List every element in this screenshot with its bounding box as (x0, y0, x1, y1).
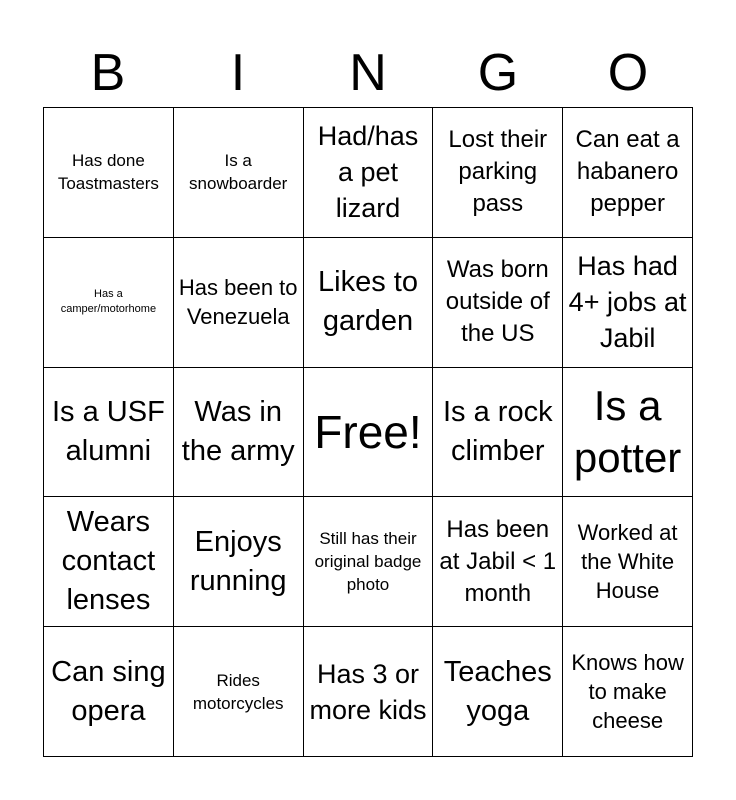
cell-text: Has 3 or more kids (309, 658, 427, 725)
bingo-cell[interactable] (433, 368, 563, 498)
header-letter-g: G (477, 44, 519, 102)
bingo-grid (43, 107, 693, 757)
bingo-cell[interactable] (44, 368, 174, 498)
cell-text: Lost their parking pass (448, 126, 548, 218)
bingo-cell[interactable] (563, 627, 693, 757)
header-letter-n: N (349, 44, 387, 102)
cell-text: Can sing opera (51, 655, 166, 727)
cell-text: Had/has a pet lizard (317, 121, 419, 224)
bingo-cell[interactable] (174, 108, 304, 238)
cell-text: Has a camper/motorhome (60, 288, 157, 316)
cell-text: Still has their original badge photo (314, 529, 422, 595)
free-space-cell[interactable] (304, 368, 434, 498)
free-space-text: Free! (314, 405, 422, 458)
bingo-cell[interactable] (174, 368, 304, 498)
bingo-cell[interactable] (304, 497, 434, 627)
bingo-cell[interactable] (433, 108, 563, 238)
bingo-cell[interactable] (433, 238, 563, 368)
cell-text: Is a rock climber (442, 395, 553, 467)
cell-text: Is a snowboarder (189, 151, 288, 194)
cell-text: Has been at Jabil < 1 month (439, 515, 557, 607)
cell-text: Has done Toastmasters (57, 151, 159, 194)
bingo-cell[interactable] (174, 238, 304, 368)
cell-text: Has had 4+ jobs at Jabil (568, 251, 687, 354)
bingo-cell[interactable] (433, 497, 563, 627)
cell-text: Is a USF alumni (51, 395, 165, 467)
header-letter-o: O (607, 44, 649, 102)
bingo-cell[interactable] (44, 108, 174, 238)
bingo-cell[interactable] (304, 238, 434, 368)
bingo-cell[interactable] (174, 497, 304, 627)
cell-text: Can eat a habanero pepper (575, 126, 680, 218)
bingo-cell[interactable] (563, 497, 693, 627)
cell-text: Teaches yoga (443, 655, 552, 727)
cell-text: Enjoys running (189, 525, 287, 597)
bingo-cell[interactable] (304, 108, 434, 238)
cell-text: Knows how to make cheese (571, 650, 684, 734)
bingo-header (43, 38, 693, 108)
bingo-cell[interactable] (563, 108, 693, 238)
bingo-cell[interactable] (563, 368, 693, 498)
header-letter-b: B (90, 44, 126, 102)
header-letter-i: I (230, 44, 246, 102)
bingo-cell[interactable] (174, 627, 304, 757)
cell-text: Wears contact lenses (61, 506, 156, 617)
cell-text: Is a potter (573, 381, 682, 481)
cell-text: Worked at the White House (577, 520, 678, 604)
bingo-cell[interactable] (563, 238, 693, 368)
bingo-cell[interactable] (44, 497, 174, 627)
bingo-cell[interactable] (44, 238, 174, 368)
bingo-cell[interactable] (433, 627, 563, 757)
cell-text: Has been to Venezuela (178, 275, 298, 330)
cell-text: Likes to garden (318, 266, 418, 338)
cell-text: Was born outside of the US (445, 256, 550, 348)
bingo-cell[interactable] (304, 627, 434, 757)
cell-text: Rides motorcycles (192, 670, 284, 713)
cell-text: Was in the army (181, 395, 295, 467)
bingo-cell[interactable] (44, 627, 174, 757)
